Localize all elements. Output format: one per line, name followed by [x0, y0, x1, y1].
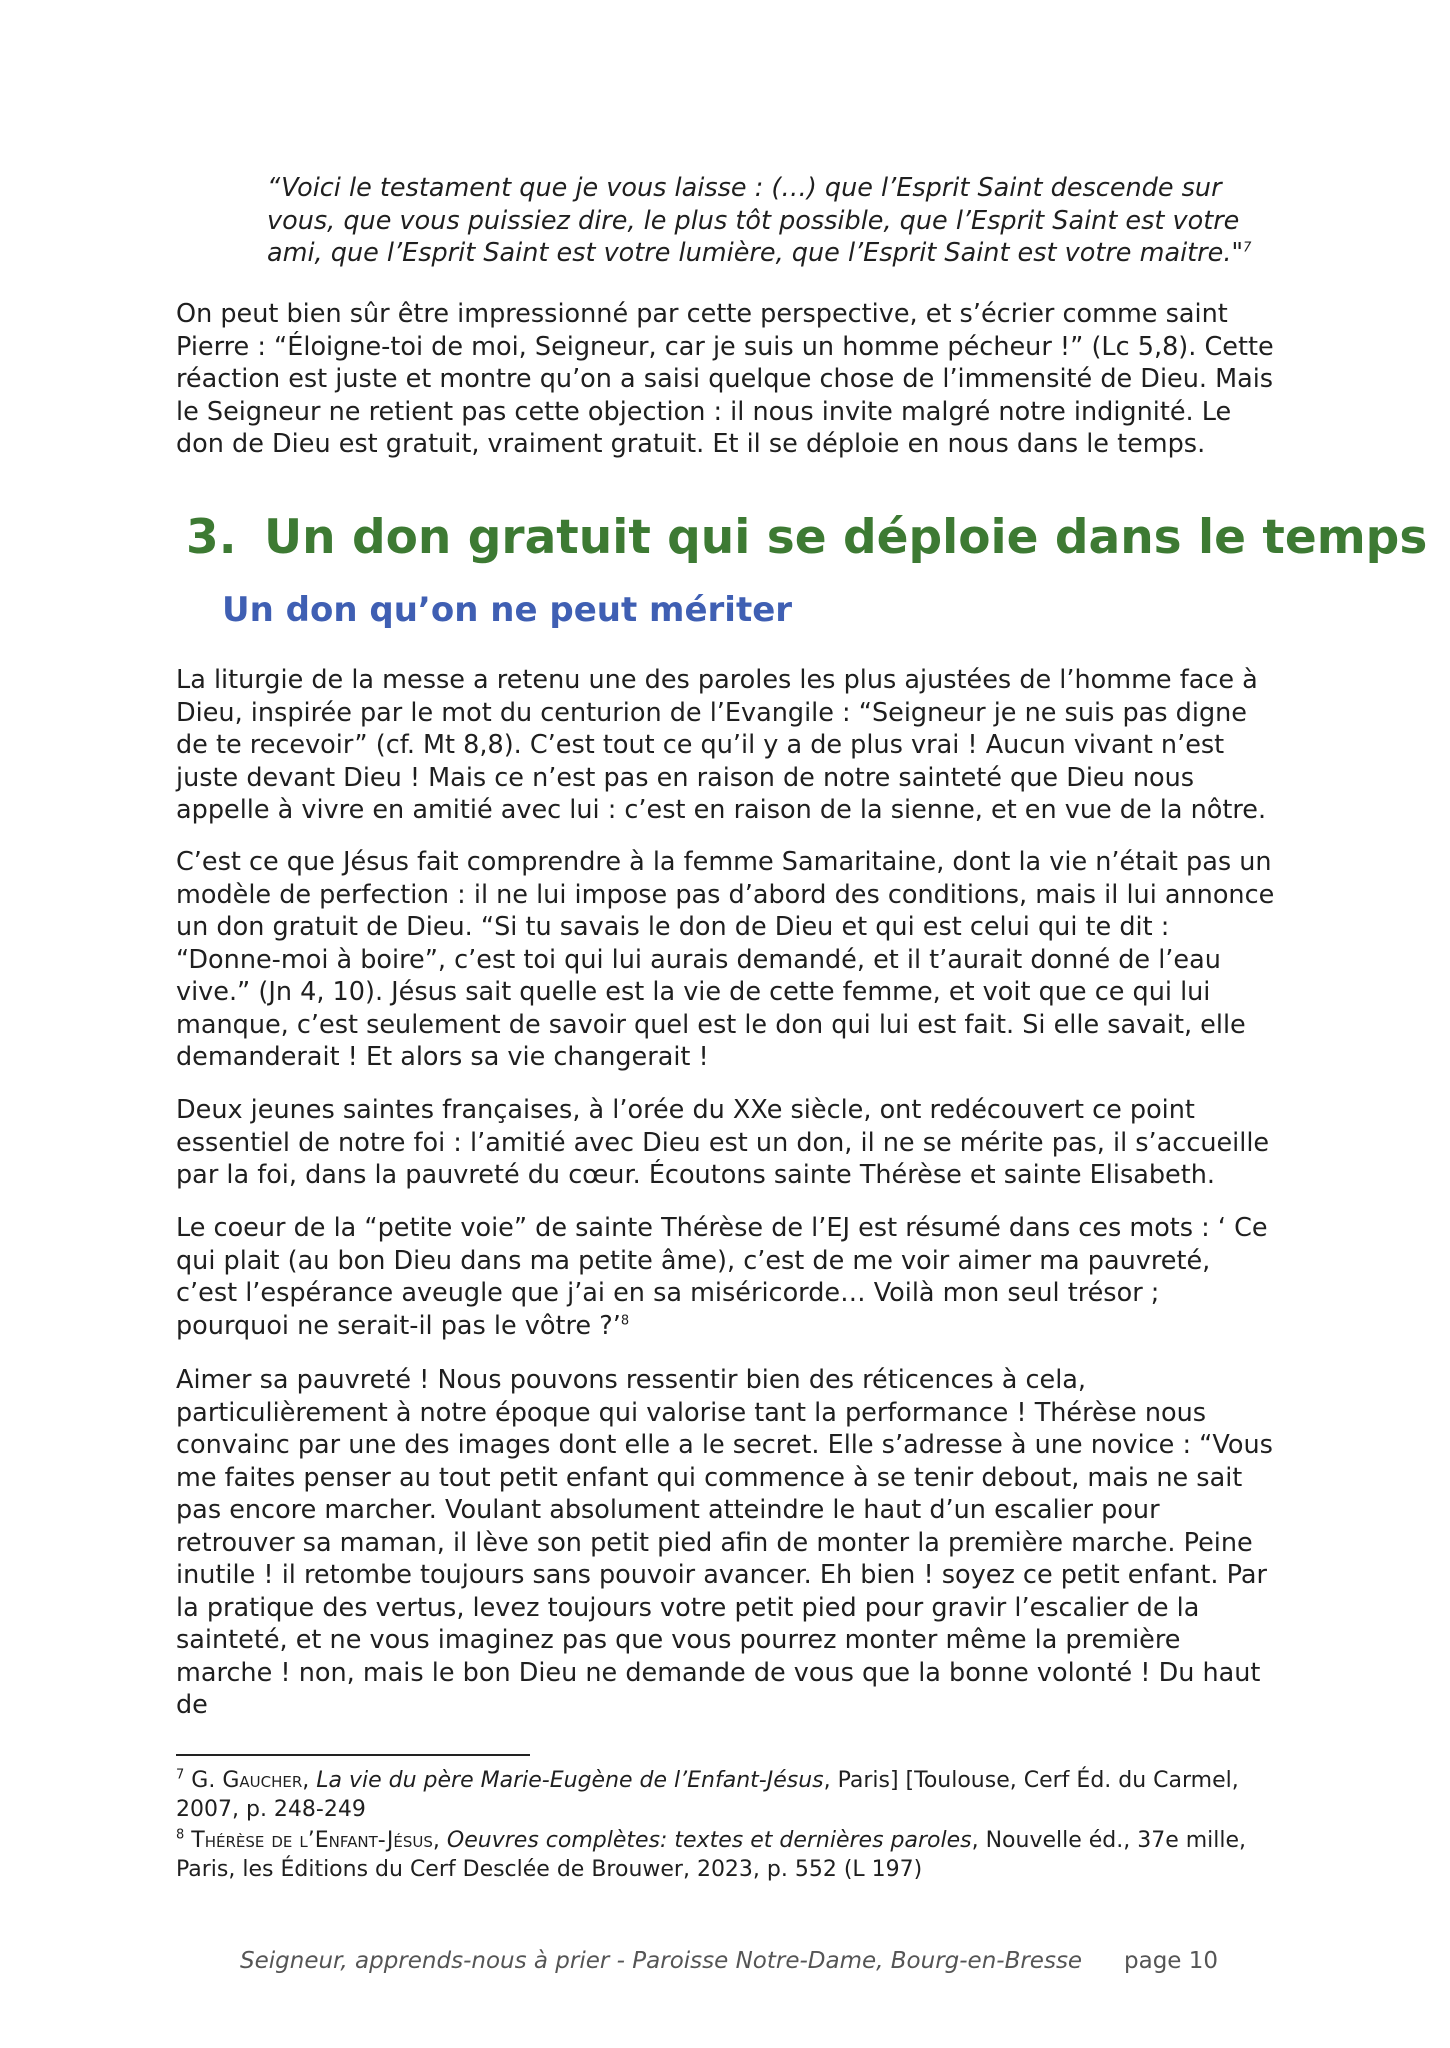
paragraph: La liturgie de la messe a retenu une des paroles les plus ajustées de l’homme face à Dieu, inspirée par le mot du centurion de l’Evangile : “Seigneur je ne suis pas digne de te recevoir” (cf. Mt 8,8). C’est tout ce qu’il y a de plus vrai ! Aucun vivant n’est juste devant Dieu ! Mais ce n’est pas en raison de notre sainteté que Dieu nous appelle à vivre en amitié avec lui : c’est en raison de la sienne, et en vue de la nôtre. — [176, 665, 1267, 825]
paragraph: On peut bien sûr être impressionné par cette perspective, et s’écrier comme saint Pierre : “Éloigne-toi de moi, Seigneur, car je suis un homme pécheur !” (Lc 5,8). Cette réaction est juste et montre qu’on a saisi quelque chose de l’immensité de Dieu. Mais le Seigneur ne retient pas cette objection : il nous invite malgré notre indignité. Le don de Dieu est gratuit, vraiment gratuit. Et il se déploie en nous dans le temps. — [176, 299, 1274, 459]
footnote-title: La vie du père Marie-Eugène de l’Enfant-Jésus — [316, 1768, 824, 1793]
quote-block — [267, 172, 1267, 270]
quote-text: “Voici le testament que je vous laisse : (…) que l’Esprit Saint descende sur vous, que vous puissiez dire, le plus tôt possible, que l’Esprit Saint est votre ami, que l’Esprit Saint est votre lumière, que l’Esprit Saint est votre maitre." — [267, 173, 1244, 268]
footnote-ref-8: 8 — [620, 1313, 630, 1328]
subsection-heading: Un don qu’on ne peut mériter — [222, 590, 793, 630]
page-footer: Seigneur, apprends-nous à prier - Paroisse Notre-Dame, Bourg-en-Bresse — [240, 1948, 1083, 1974]
footnote-8: $^8$ Thérèse de l’Enfant-Jésus, Oeuvres complètes: textes et dernières paroles, Nouvelle éd., 37e mille, Paris, les Éditions du Cerf Desclée de Brouwer, 2023, p. 552 (L 197) — [176, 1827, 1247, 1882]
page-number: page 10 — [1124, 1948, 1219, 1974]
paragraph: Aimer sa pauvreté ! Nous pouvons ressentir bien des réticences à cela, particulièrement à notre époque qui valorise tant la performance ! Thérèse nous convainc par une des images dont elle a le secret. Elle s’adresse à une novice : “Vous me faites penser au tout petit enfant qui commence à se tenir debout, mais ne sait pas encore marcher. Voulant absolument atteindre le haut d’un escalier pour retrouver sa maman, il lève son petit pied afin de monter la première marche. Peine inutile ! il retombe toujours sans pouvoir avancer. Eh bien ! soyez ce petit enfant. Par la pratique des vertus, levez toujours votre petit pied pour gravir l’escalier de la sainteté, et ne vous imaginez pas que vous pourrez monter même la première marche ! non, mais le bon Dieu ne demande de vous que la bonne volonté ! Du haut de — [176, 1365, 1273, 1720]
paragraph: Deux jeunes saintes françaises, à l’orée du XXe siècle, ont redécouvert ce point essentiel de notre foi : l’amitié avec Dieu est un don, il ne se mérite pas, il s’accueille par la foi, dans la pauvreté du cœur. Écoutons sainte Thérèse et sainte Elisabeth. — [176, 1095, 1270, 1190]
paragraph-text: Le coeur de la “petite voie” de sainte Thérèse de l’EJ est résumé dans ces mots : ‘ Ce qui plait (au bon Dieu dans ma petite âme), c’est de me voir aimer ma pauvreté, c’est l’espérance aveugle que j’ai en sa miséricorde… Voilà mon seul trésor ; pourquoi ne serait-il pas le vôtre ?’ — [176, 1213, 1268, 1341]
footnote-author: G. Gaucher — [191, 1768, 303, 1793]
section-title: Un don gratuit qui se déploie dans le temps — [264, 510, 1428, 565]
paragraph: C’est ce que Jésus fait comprendre à la femme Samaritaine, dont la vie n’était pas un modèle de perfection : il ne lui impose pas d’abord des conditions, mais il lui annonce un don gratuit de Dieu. “Si tu savais le don de Dieu et qui est celui qui te dit : “Donne-moi à boire”, c’est toi qui lui aurais demandé, et il t’aurait donné de l’eau vive.” (Jn 4, 10). Jésus sait quelle est la vie de cette femme, et voit que ce qui lui manque, c’est seulement de savoir quel est le don qui lui est fait. Si elle savait, elle demanderait ! Et alors sa vie changerait ! — [176, 847, 1275, 1072]
footnote-rest: , Nouvelle éd., 37e mille, Paris, les Éditions du Cerf Desclée de Brouwer, 2023, p. 552 (L 197) — [176, 1828, 1247, 1882]
footnote-author: Thérèse de l’Enfant-Jésus — [191, 1828, 433, 1853]
footnote-title: Oeuvres complètes: textes et dernières paroles — [446, 1828, 972, 1853]
footnote-rest: , Paris] [Toulouse, Cerf Éd. du Carmel, 2007, p. 248-249 — [176, 1768, 1239, 1822]
footnote-number: 7 — [176, 1767, 185, 1783]
footnote-7: $^7$ G. Gaucher, La vie du père Marie-Eugène de l’Enfant-Jésus, Paris] [Toulouse, Cerf Éd. du Carmel, 2007, p. 248-249 — [176, 1767, 1239, 1822]
paragraph-therese — [176, 1212, 1276, 1342]
footnote-separator — [176, 1754, 530, 1756]
section-heading — [186, 508, 1427, 568]
section-number: 3. — [186, 510, 237, 565]
footnote-ref-7: 7 — [1243, 240, 1252, 256]
footnote-number: 8 — [176, 1827, 185, 1843]
